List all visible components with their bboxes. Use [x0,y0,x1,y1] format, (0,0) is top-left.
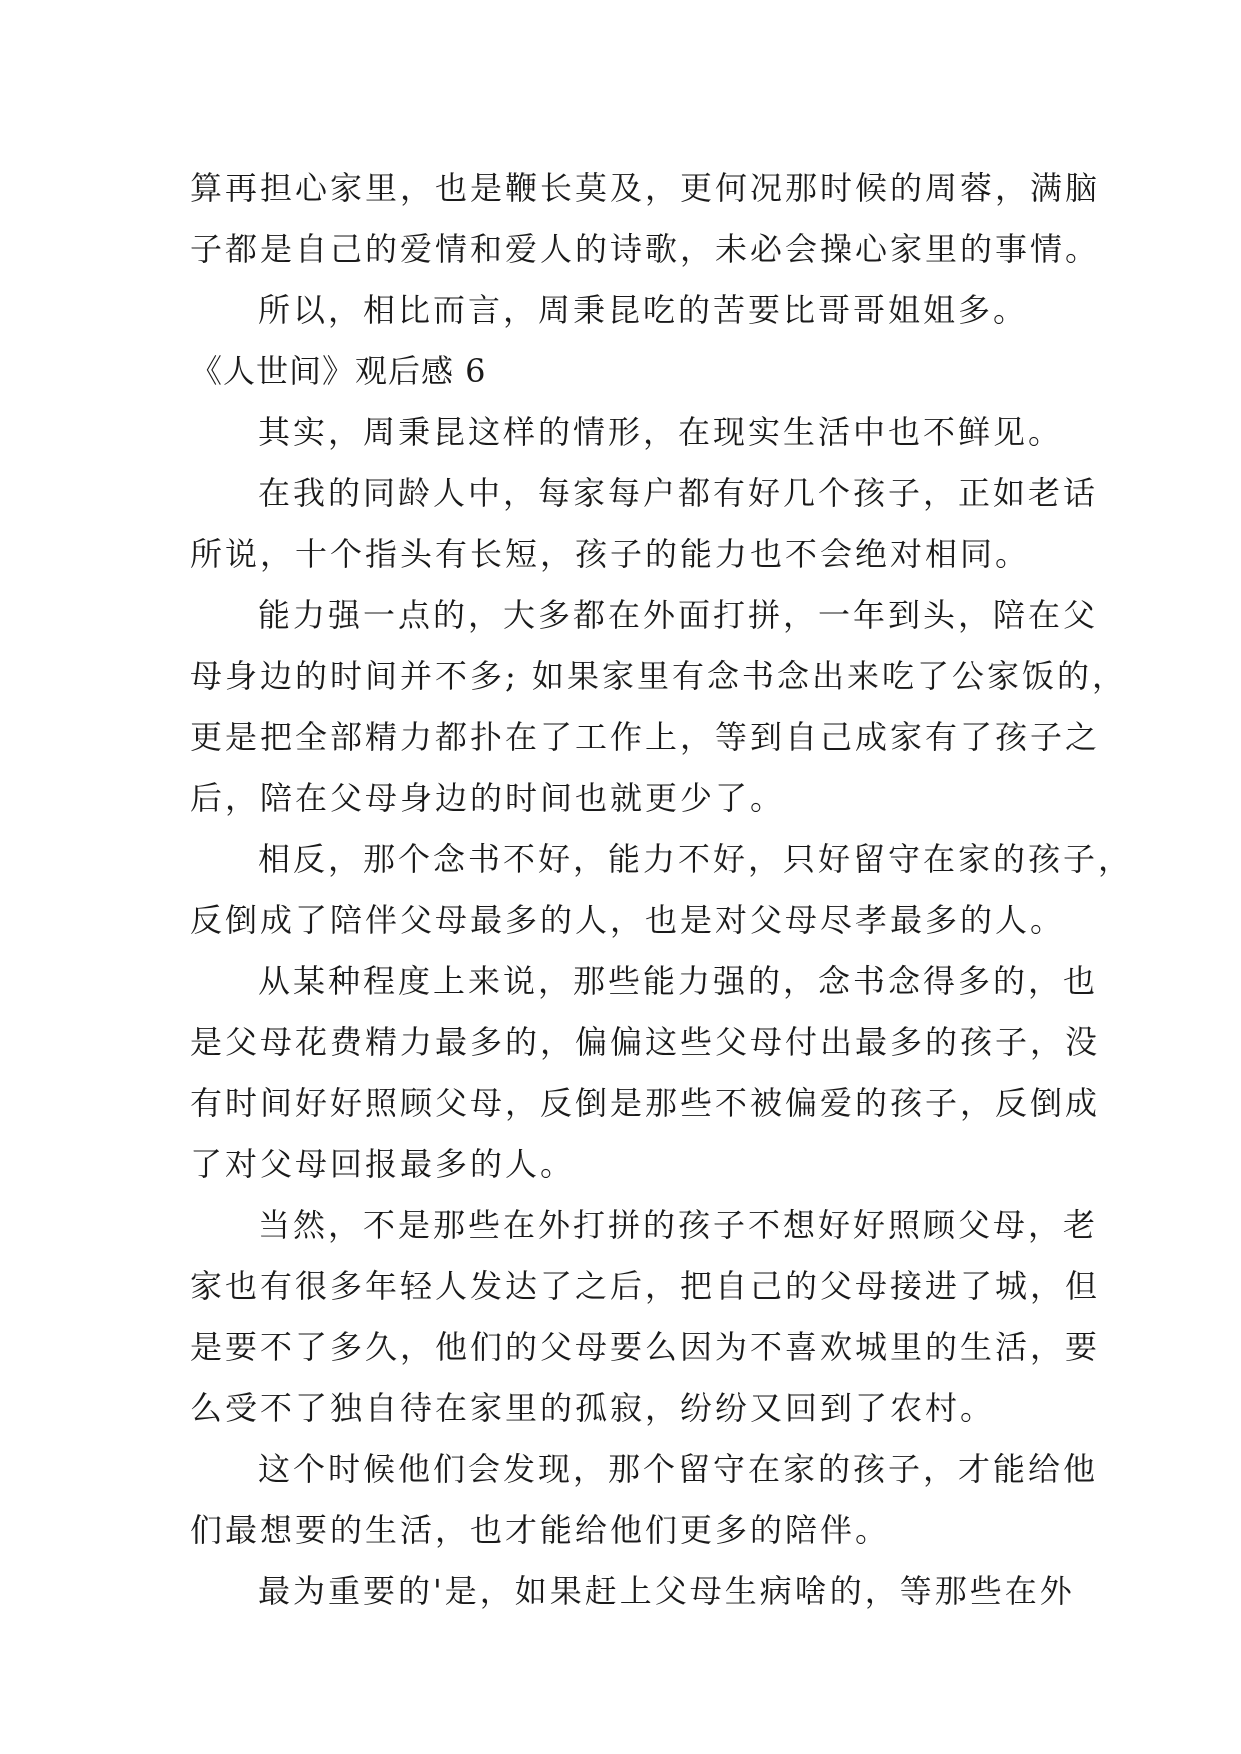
document-body [190,158,1134,1622]
text-line: 母身边的时间并不多; 如果家里有念书念出来吃了公家饭的， [190,657,1127,695]
text-line: 后，陪在父母身边的时间也就更少了。 [190,779,786,817]
text-line: 有时间好好照顾父母，反倒是那些不被偏爱的孩子，反倒成 [190,1084,1101,1122]
text-line: 是要不了多久，他们的父母要么因为不喜欢城里的生活，要 [190,1328,1101,1366]
text-line: 算再担心家里，也是鞭长莫及，更何况那时候的周蓉，满脑 [190,169,1101,207]
text-line: 更是把全部精力都扑在了工作上，等到自己成家有了孩子之 [190,718,1101,756]
text-line: 了对父母回报最多的人。 [190,1145,576,1183]
paragraph-start-line: 当然，不是那些在外打拼的孩子不想好好照顾父母，老 [258,1206,1099,1244]
text-line: 反倒成了陪伴父母最多的人，也是对父母尽孝最多的人。 [190,901,1066,939]
paragraph-start-line: 相反，那个念书不好，能力不好，只好留守在家的孩子， [258,840,1134,878]
paragraph-start-line: 在我的同龄人中，每家每户都有好几个孩子，正如老话 [258,474,1099,512]
paragraph-start-line: 从某种程度上来说，那些能力强的，念书念得多的，也 [258,962,1099,1000]
paragraph-start-line: 其实，周秉昆这样的情形，在现实生活中也不鲜见。 [258,413,1064,451]
text-line: 子都是自己的爱情和爱人的诗歌，未必会操心家里的事情。 [190,230,1101,268]
text-line: 是父母花费精力最多的，偏偏这些父母付出最多的孩子，没 [190,1023,1101,1061]
section-heading: 《人世间》观后感 6 [190,352,487,390]
text-line: 所说，十个指头有长短，孩子的能力也不会绝对相同。 [190,535,1031,573]
paragraph-start-line: 能力强一点的，大多都在外面打拼，一年到头，陪在父 [258,596,1099,634]
text-line: 么受不了独自待在家里的孤寂，纷纷又回到了农村。 [190,1389,996,1427]
paragraph-start-line: 所以，相比而言，周秉昆吃的苦要比哥哥姐姐多。 [258,291,1029,329]
text-line: 们最想要的生活，也才能给他们更多的陪伴。 [190,1511,891,1549]
text-line: 家也有很多年轻人发达了之后，把自己的父母接进了城，但 [190,1267,1101,1305]
paragraph-start-line: 这个时候他们会发现，那个留守在家的孩子，才能给他 [258,1450,1099,1488]
paragraph-start-line: 最为重要的'是，如果赶上父母生病啥的，等那些在外 [258,1572,1075,1610]
